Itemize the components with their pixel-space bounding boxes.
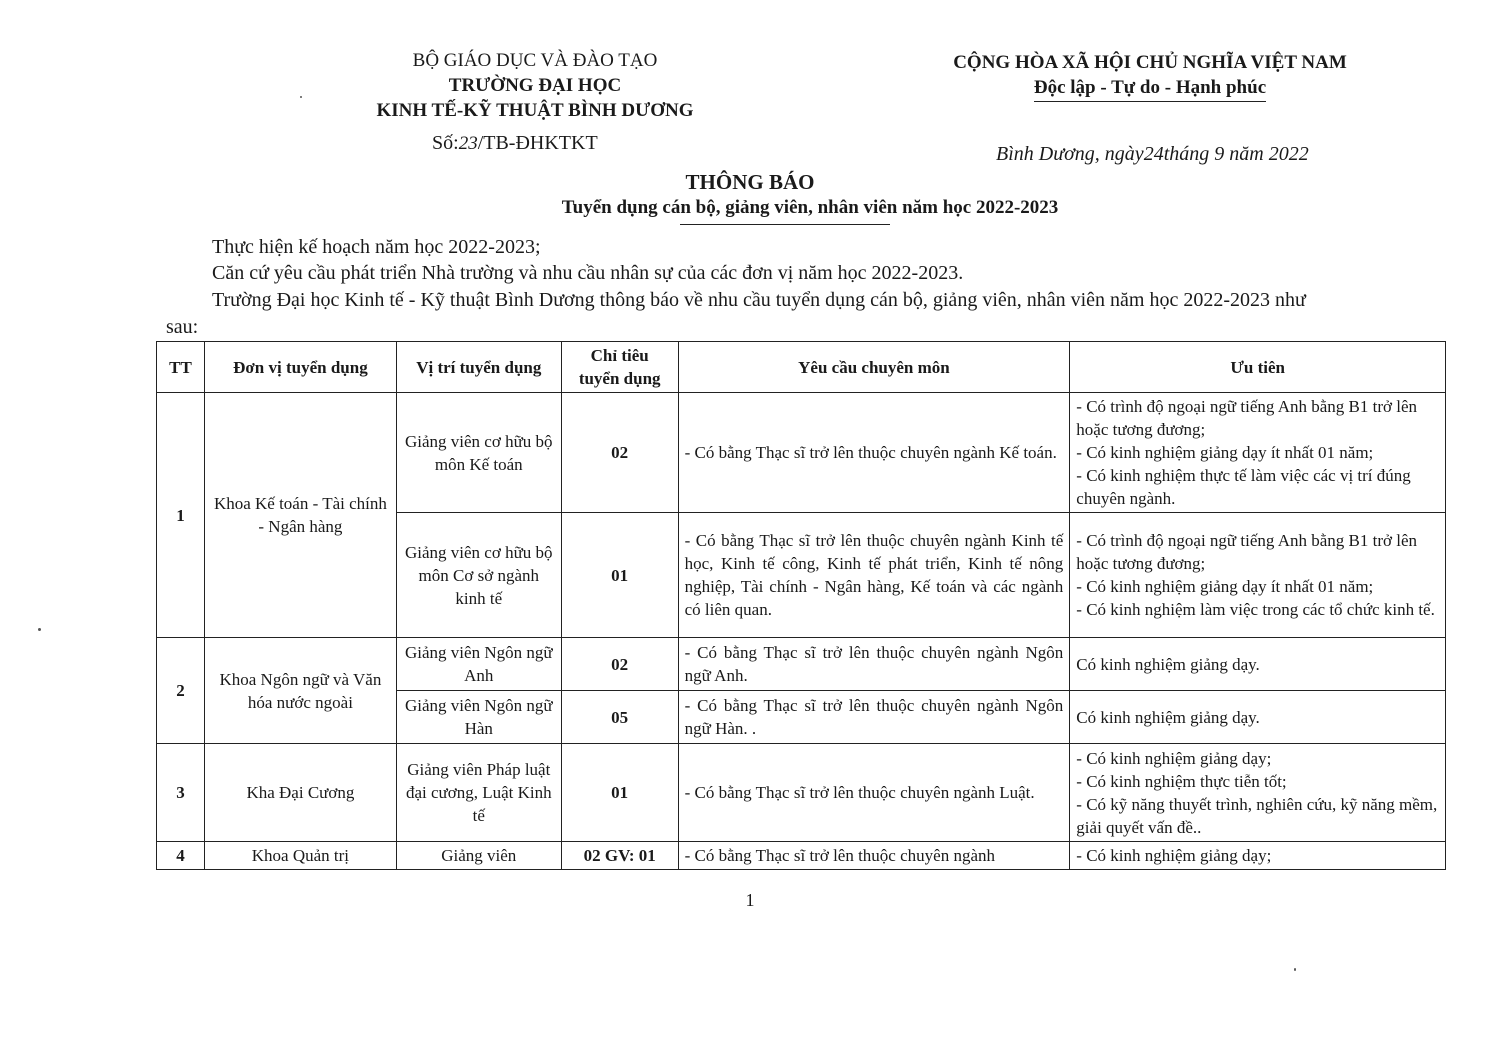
- row-position: Giảng viên Ngôn ngữ Anh: [396, 638, 561, 691]
- table-header-row: [157, 342, 1446, 393]
- subtitle-underline: [680, 224, 890, 225]
- row-tt: 4: [157, 842, 205, 870]
- row-priority: [1070, 638, 1446, 691]
- row-requirement: - Có bằng Thạc sĩ trở lên thuộc chuyên ngành Ngôn ngữ Hàn. .: [678, 691, 1070, 744]
- table-row: [157, 842, 1446, 870]
- header-quota-line2: tuyển dụng: [578, 369, 661, 388]
- row-unit: Khoa Kế toán - Tài chính - Ngân hàng: [204, 393, 396, 638]
- priority-line: - Có kinh nghiệm thực tiễn tốt;: [1076, 771, 1287, 791]
- page-number: 1: [745, 890, 755, 910]
- header-requirements: Yêu cầu chuyên môn: [678, 342, 1070, 393]
- issue-date: [996, 143, 1309, 166]
- document-number: [432, 132, 598, 155]
- date-prefix: Bình Dương, ngày: [996, 143, 1144, 165]
- row-requirement: - Có bằng Thạc sĩ trở lên thuộc chuyên ngành Kinh tế học, Kinh tế công, Kinh tế phát triển, Kinh tế nông nghiệp, Tài chính - Ngân hàng, Kế toán và các ngành có liên quan.: [678, 513, 1070, 638]
- row-quota: 02 GV: 01: [561, 842, 678, 870]
- document-subtitle: Tuyển dụng cán bộ, giảng viên, nhân viên năm học 2022-2023: [561, 197, 1059, 218]
- header-quota: [561, 342, 678, 393]
- row-unit: Khoa Quản trị: [204, 842, 396, 870]
- doc-no-value: 23: [458, 133, 478, 154]
- priority-line: - Có kinh nghiệm giảng dạy ít nhất 01 năm;: [1076, 443, 1374, 462]
- date-day: 24: [1143, 143, 1164, 165]
- priority-line: - Có kinh nghiệm làm việc trong các tổ chức kinh tế.: [1076, 600, 1435, 619]
- priority-line: - Có kinh nghiệm giảng dạy;: [1076, 748, 1272, 768]
- intro-paragraph-3: Trường Đại học Kinh tế - Kỹ thuật Bình Dương thông báo về nhu cầu tuyển dụng cán bộ, giảng viên, nhân viên năm học 2022-2023 như: [212, 289, 1306, 311]
- row-priority: [1070, 513, 1446, 638]
- intro-paragraph-4: sau:: [166, 316, 199, 338]
- ministry-name: BỘ GIÁO DỤC VÀ ĐÀO TẠO: [412, 50, 658, 71]
- row-quota: 05: [561, 691, 678, 744]
- row-position: Giảng viên Pháp luật đại cương, Luật Kinh tế: [396, 744, 561, 842]
- row-priority: [1070, 393, 1446, 513]
- school-name-line1: TRƯỜNG ĐẠI HỌC: [448, 75, 622, 96]
- header-quota-line1: Chỉ tiêu: [590, 346, 649, 365]
- table-row: [157, 638, 1446, 691]
- doc-no-suffix: /TB-ĐHKTKT: [477, 132, 598, 154]
- priority-line: - Có trình độ ngoại ngữ tiếng Anh bằng B1 trở lên hoặc tương đương;: [1076, 531, 1417, 573]
- priority-line: - Có kỹ năng thuyết trình, nghiên cứu, kỹ năng mềm, giải quyết vấn đề..: [1076, 794, 1438, 837]
- document-title: THÔNG BÁO: [685, 170, 815, 194]
- national-header: [900, 50, 1400, 102]
- priority-line: Có kinh nghiệm giảng dạy.: [1076, 707, 1260, 727]
- row-quota: 01: [561, 513, 678, 638]
- scan-speck: [38, 628, 41, 631]
- priority-line: - Có trình độ ngoại ngữ tiếng Anh bằng B1 trở lên hoặc tương đương;: [1076, 397, 1417, 439]
- row-position: Giảng viên Ngôn ngữ Hàn: [396, 691, 561, 744]
- row-requirement: - Có bằng Thạc sĩ trở lên thuộc chuyên ngành Luật.: [678, 744, 1070, 842]
- scan-speck: [1294, 968, 1296, 971]
- priority-line: Có kinh nghiệm giảng dạy.: [1076, 654, 1260, 674]
- row-quota: 01: [561, 744, 678, 842]
- header-position: Vị trí tuyển dụng: [396, 342, 561, 393]
- doc-no-prefix: Số:: [432, 132, 459, 154]
- recruitment-table: [156, 341, 1446, 870]
- row-quota: 02: [561, 393, 678, 513]
- date-rest: tháng 9 năm 2022: [1163, 143, 1309, 165]
- header-tt: TT: [157, 342, 205, 393]
- row-tt: 1: [157, 393, 205, 638]
- table-row: [157, 393, 1446, 513]
- priority-line: - Có kinh nghiệm thực tế làm việc các vị trí đúng chuyên ngành.: [1076, 466, 1411, 508]
- row-position: Giảng viên: [396, 842, 561, 870]
- row-unit: Khoa Ngôn ngữ và Văn hóa nước ngoài: [204, 638, 396, 744]
- row-priority: [1070, 744, 1446, 842]
- intro-paragraph-1: Thực hiện kế hoạch năm học 2022-2023;: [212, 236, 541, 258]
- row-unit: Kha Đại Cương: [204, 744, 396, 842]
- national-motto: Độc lập - Tự do - Hạnh phúc: [1034, 75, 1266, 102]
- header-priority: Ưu tiên: [1070, 342, 1446, 393]
- priority-line: - Có kinh nghiệm giảng dạy ít nhất 01 năm;: [1076, 577, 1374, 596]
- row-tt: 3: [157, 744, 205, 842]
- row-priority: [1070, 842, 1446, 870]
- school-name-line2: KINH TẾ-KỸ THUẬT BÌNH DƯƠNG: [376, 100, 694, 121]
- priority-line: - Có kinh nghiệm giảng dạy;: [1076, 846, 1272, 865]
- row-position: Giảng viên cơ hữu bộ môn Kế toán: [396, 393, 561, 513]
- table-row: [157, 744, 1446, 842]
- row-requirement: - Có bằng Thạc sĩ trở lên thuộc chuyên ngành Kế toán.: [678, 393, 1070, 513]
- intro-paragraph-2: Căn cứ yêu cầu phát triển Nhà trường và nhu cầu nhân sự của các đơn vị năm học 2022-2023.: [212, 262, 964, 284]
- scan-speck: [300, 96, 302, 98]
- row-requirement: - Có bằng Thạc sĩ trở lên thuộc chuyên ngành Ngôn ngữ Anh.: [678, 638, 1070, 691]
- row-requirement: - Có bằng Thạc sĩ trở lên thuộc chuyên ngành: [678, 842, 1070, 870]
- row-position: Giảng viên cơ hữu bộ môn Cơ sở ngành kinh tế: [396, 513, 561, 638]
- country-name: CỘNG HÒA XÃ HỘI CHỦ NGHĨA VIỆT NAM: [953, 52, 1347, 73]
- header-unit: Đơn vị tuyển dụng: [204, 342, 396, 393]
- row-tt: 2: [157, 638, 205, 744]
- row-priority: [1070, 691, 1446, 744]
- row-quota: 02: [561, 638, 678, 691]
- issuer-block: [330, 48, 740, 123]
